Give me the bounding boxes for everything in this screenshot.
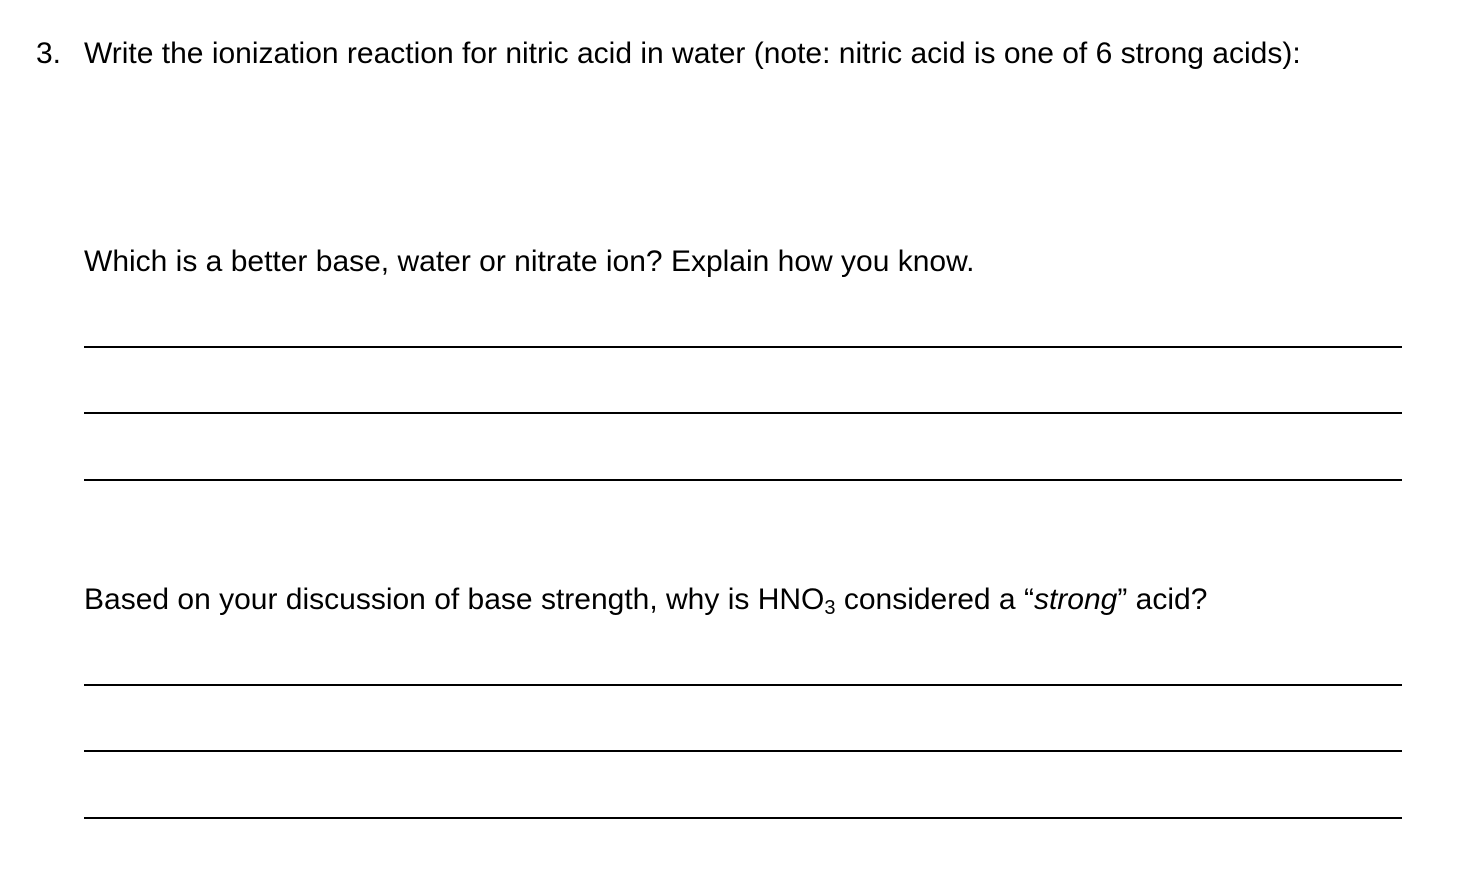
part-c-text-middle: considered a “ <box>835 583 1034 616</box>
answer-line[interactable] <box>84 750 1402 752</box>
answer-line[interactable] <box>84 412 1402 414</box>
answer-line[interactable] <box>84 684 1402 686</box>
part-c-text-after: ” acid? <box>1117 583 1208 616</box>
question-part-b: Which is a better base, water or nitrate ion? Explain how you know. <box>84 245 975 278</box>
part-c-text-before: Based on your discussion of base strength, why is HNO <box>84 583 825 616</box>
answer-line[interactable] <box>84 479 1402 481</box>
question-part-c <box>84 582 1207 618</box>
strong-emphasis: strong <box>1033 583 1118 616</box>
hno3-subscript: 3 <box>824 597 836 619</box>
question-prompt: Write the ionization reaction for nitric acid in water (note: nitric acid is one of 6 strong acids): <box>84 37 1301 70</box>
answer-line[interactable] <box>84 346 1402 348</box>
answer-line[interactable] <box>84 817 1402 819</box>
question-number: 3. <box>36 37 62 70</box>
